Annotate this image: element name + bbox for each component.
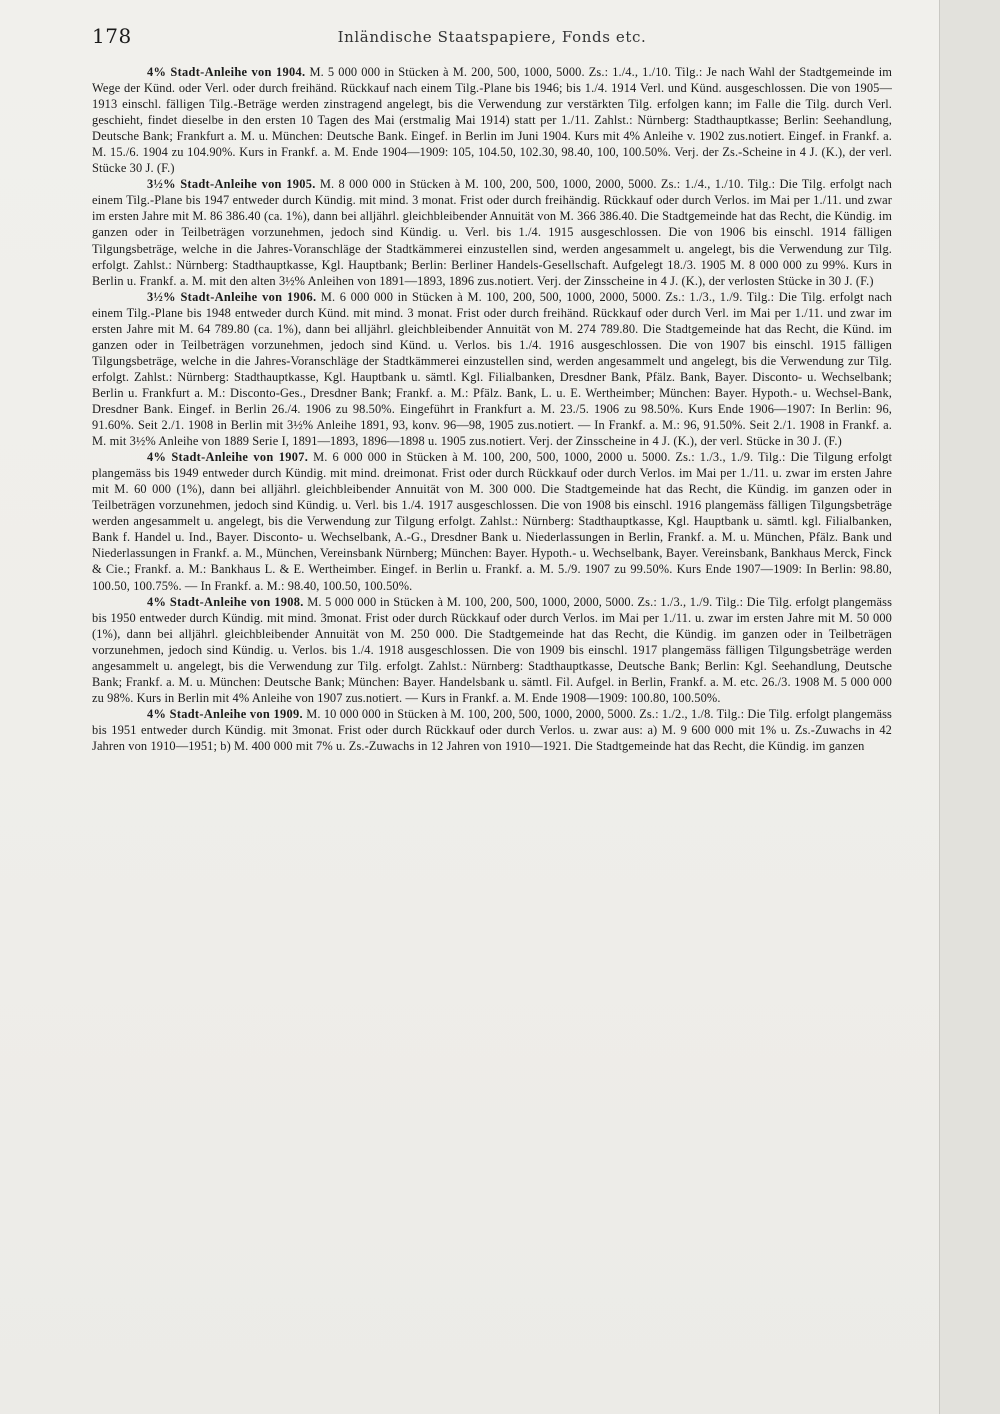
entry-body: M. 5 000 000 in Stücken à M. 100, 200, 500, 1000, 2000, 5000. Zs.: 1./3., 1./9. Tilg.: Die Tilg. erfolgt plangemäss bis 1950 entweder durch Kündig. mit mind. 3monat. Frist oder durch Rückkauf oder durch Verlos. im Mai per 1./11. u. zwar im ersten Jahre mit M. 50 000 (1%), dann bei alljährl. gleichbleibender Annuität von M. 250 000. Die Stadtgemeinde hat das Recht, die Kündig. im ganzen oder in Teilbeträgen vorzunehmen, jedoch sind Kündig. u. Verlos. bis 1./4. 1918 ausgeschlossen. Die von 1909 bis einschl. 1917 plangemäss fälligen Tilgungsbeträge werden angesammelt u. angelegt, bis die Verwendung zur Tilg. erfolgt. Zahlst.: Nürnberg: Stadthauptkasse, Deutsche Bank; Berlin: Kgl. Seehandlung, Deutsche Bank; Frankf. a. M. u. München: Deutsche Bank; München: Bayer. Handelsbank u. sämtl. Fil. Aufgel. in Berlin, Frankf. a. M. etc. 26./3. 1908 M. 5 000 000 zu 98%. Kurs in Berlin mit 4% Anleihe von 1907 zus.notiert. — Kurs in Frankf. a. M. Ende 1908—1909: 100.80, 100.50%.: [92, 594, 893, 705]
entry-body: M. 6 000 000 in Stücken à M. 100, 200, 500, 1000, 2000 u. 5000. Zs.: 1./3., 1./9. Tilg.: Die Tilgung erfolgt plangemäss bis 1949 entweder durch Kündig. mit mind. dreimonat. Frist oder durch Rückkauf oder durch Verlos. im Mai per 1./11. u. zwar im ersten Jahre mit M. 60 000 (1%), dann bei alljährl. gleichbleibender Annuität von M. 300 000. Die Stadtgemeinde hat das Recht, die Kündig. im ganzen oder in Teilbeträgen vorzunehmen, jedoch sind Kündig. u. Verl. bis 1./4. 1917 ausgeschlossen. Die von 1908 bis einschl. 1916 plangemäss fälligen Tilgungsbeträge werden angesammelt u. angelegt, bis die Verwendung zur Tilgung erfolgt. Zahlst.: Nürnberg: Stadthauptkasse, Kgl. Hauptbank u. sämtl. kgl. Filialbanken, Bank f. Handel u. Ind., Bayer. Disconto- u. Wechselbank, A.-G., Dresdner Bank u. Niederlassungen in Berlin, Frankf. a. M. u. München, Pfälz. Bank und Niederlassungen in Frankf. a. M., München, Vereinsbank Nürnberg; München: Bayer. Hypoth.- u. Wechselbank, Bayer. Vereinsbank, Bankhaus Merck, Finck & Cie.; Frankf. a. M.: Bankhaus L. & E. Wertheimber. Eingef. in Berlin u. Frankf. a. M. 5./9. 1907 zu 99.50%. Kurs Ende 1907—1909: In Berlin: 98.80, 100.50, 100.75%. — In Frankf. a. M.: 98.40, 100.50, 100.50%.: [92, 450, 893, 593]
running-title: Inländische Staatspapiere, Fonds etc.: [337, 28, 647, 46]
entry-title: 4% Stadt-Anleihe von 1908.: [147, 594, 304, 609]
loan-entry-1906: [92, 289, 892, 449]
page-header: [92, 24, 892, 48]
loan-entry-1904: [92, 64, 892, 176]
adjacent-page-edge: [939, 0, 1000, 1414]
entry-body: M. 6 000 000 in Stücken à M. 100, 200, 500, 1000, 2000, 5000. Zs.: 1./3., 1./9. Tilg.: Die Tilg. erfolgt nach einem Tilg.-Plane bis 1948 entweder durch Künd. mit mind. 3 monat. Frist oder durch freihänd. Rückkauf oder durch Verl. im Mai per 1./11. und zwar im ersten Jahre mit M. 64 789.80 (ca. 1%), dann bei alljährl. gleichbleibender Annuität von M. 274 789.80. Die Stadtgemeinde hat das Recht, die Künd. im ganzen oder in Teilbeträgen vorzunehmen, jedoch sind Künd. u. Verlos. bis 1./4. 1916 ausgeschlossen. Die von 1907 bis einschl. 1915 fälligen Tilgungsbeträge, welche in die Jahres-Voranschläge der Stadtkämmerei einzustellen sind, werden angesammelt und angelegt, bis die Verwendung zur Tilg. erfolgt. Zahlst.: Nürnberg: Stadthauptkasse, Kgl. Hauptbank u. sämtl. Kgl. Filialbanken, Dresdner Bank, Pfälz. Bank, Bayer. Disconto- u. Wechselbank; Berlin u. Frankfurt a. M.: Disconto-Ges., Dresdner Bank; Frankf. a. M.: Pfälz. Bank, L. u. E. Wertheimber; München: Bayer. Hypoth.- u. Wechsel-Bank, Dresdner Bank. Eingef. in Berlin 26./4. 1906 zu 98.50%. Eingeführt in Frankfurt a. M. 23./5. 1906 zu 98.50%. Kurs Ende 1906—1907: In Berlin: 96, 91.60%. Seit 2./1. 1908 in Berlin mit 3½% Anleihe 1891, 93, konv. 96—98, 1905 zus.notiert. — In Frankf. a. M.: 96, 91.50%. Seit 2./1. 1908 in Frankf. a. M. mit 3½% Anleihe von 1889 Serie I, 1891—1893, 1896—1898 u. 1905 zus.notiert. Verj. der Zinsscheine in 4 J. (K.), der verl. Stücke in 30 J. (F.): [92, 289, 893, 449]
page-body: [92, 64, 892, 754]
loan-entry-1907: [92, 449, 892, 593]
entry-body: M. 8 000 000 in Stücken à M. 100, 200, 500, 1000, 2000, 5000. Zs.: 1./4., 1./10. Tilg.: Die Tilg. erfolgt nach einem Tilg.-Plane bis 1947 entweder durch Kündig. mit mind. 3 monat. Frist oder durch freihändig. Rückkauf oder durch Verlos. im Mai per 1./11. und zwar im ersten Jahre mit M. 86 386.40 (ca. 1%), dann bei alljährl. gleichbleibender Annuität von M. 366 386.40. Die Stadtgemeinde hat das Recht, die Kündig. im ganzen oder in Teilbeträgen vorzunehmen, jedoch sind Kündig. u. Verl. bis 1./4. 1915 ausgeschlossen. Die von 1906 bis einschl. 1914 fälligen Tilgungsbeträge, welche in die Jahres-Voranschläge der Stadtkämmerei einzustellen sind, werden angesammelt u. angelegt, bis die Verwendung zur Tilg. erfolgt. Zahlst.: Nürnberg: Stadthauptkasse, Kgl. Hauptbank; Berlin: Berliner Handels-Gesellschaft. Aufgelegt 18./3. 1905 M. 8 000 000 zu 99%. Kurs in Berlin u. Frankf. a. M. mit den alten 3½% Anleihen von 1891—1893, 1896 zus.notiert. Verj. der Zinsscheine in 4 J. (K.), der verlosten Stücke in 30 J. (F.): [92, 177, 892, 288]
page-number: 178: [92, 24, 132, 48]
entry-title: 3½% Stadt-Anleihe von 1906.: [147, 289, 317, 304]
loan-entry-1909: [92, 706, 892, 754]
entry-title: 4% Stadt-Anleihe von 1909.: [147, 706, 303, 721]
entry-body: M. 5 000 000 in Stücken à M. 200, 500, 1000, 5000. Zs.: 1./4., 1./10. Tilg.: Je nach Wahl der Stadtgemeinde im Wege der Künd. oder Verl. oder durch freihänd. Rückkauf nach einem Tilg.-Plane bis 1946; bis 1./4. 1914 Verl. und Künd. ausgeschlossen. Die von 1905—1913 einschl. fälligen Tilg.-Beträge werden zinstragend angelegt, bis die Verwendung zur verstärkten Tilg. erfolgen kann; im Falle die Tilg. durch Verl. geschieht, findet dieselbe in den ersten 10 Tagen des Mai (erstmalig Mai 1914) statt per 1./11. Zahlst.: Nürnberg: Stadthauptkasse; Berlin: Seehandlung, Deutsche Bank; Frankfurt a. M. u. München: Deutsche Bank. Eingef. in Berlin im Juni 1904. Kurs mit 4% Anleihe v. 1902 zus.notiert. Eingef. in Frankf. a. M. 15./6. 1904 zu 104.90%. Kurs in Frankf. a. M. Ende 1904—1909: 105, 104.50, 102.30, 98.40, 100, 100.50%. Verj. der Zs.-Scheine in 4 J. (K.), der verl. Stücke 30 J. (F.): [92, 65, 893, 176]
entry-title: 4% Stadt-Anleihe von 1904.: [147, 65, 306, 79]
entry-title: 4% Stadt-Anleihe von 1907.: [147, 450, 309, 465]
loan-entry-1905: [92, 176, 892, 288]
loan-entry-1908: [92, 594, 892, 706]
entry-title: 3½% Stadt-Anleihe von 1905.: [147, 177, 316, 192]
entry-body: M. 10 000 000 in Stücken à M. 100, 200, 500, 1000, 2000, 5000. Zs.: 1./2., 1./8. Tilg.: Die Tilg. erfolgt plangemäss bis 1951 entweder durch Kündig. mit 3monat. Frist oder durch Rückkauf oder durch Verlos. u. zwar aus: a) M. 9 600 000 mit 1% u. Zs.-Zuwachs in 42 Jahren von 1910—1951; b) M. 400 000 mit 7% u. Zs.-Zuwachs in 12 Jahren von 1910—1921. Die Stadtgemeinde hat das Recht, die Kündig. im ganzen: [92, 706, 893, 753]
